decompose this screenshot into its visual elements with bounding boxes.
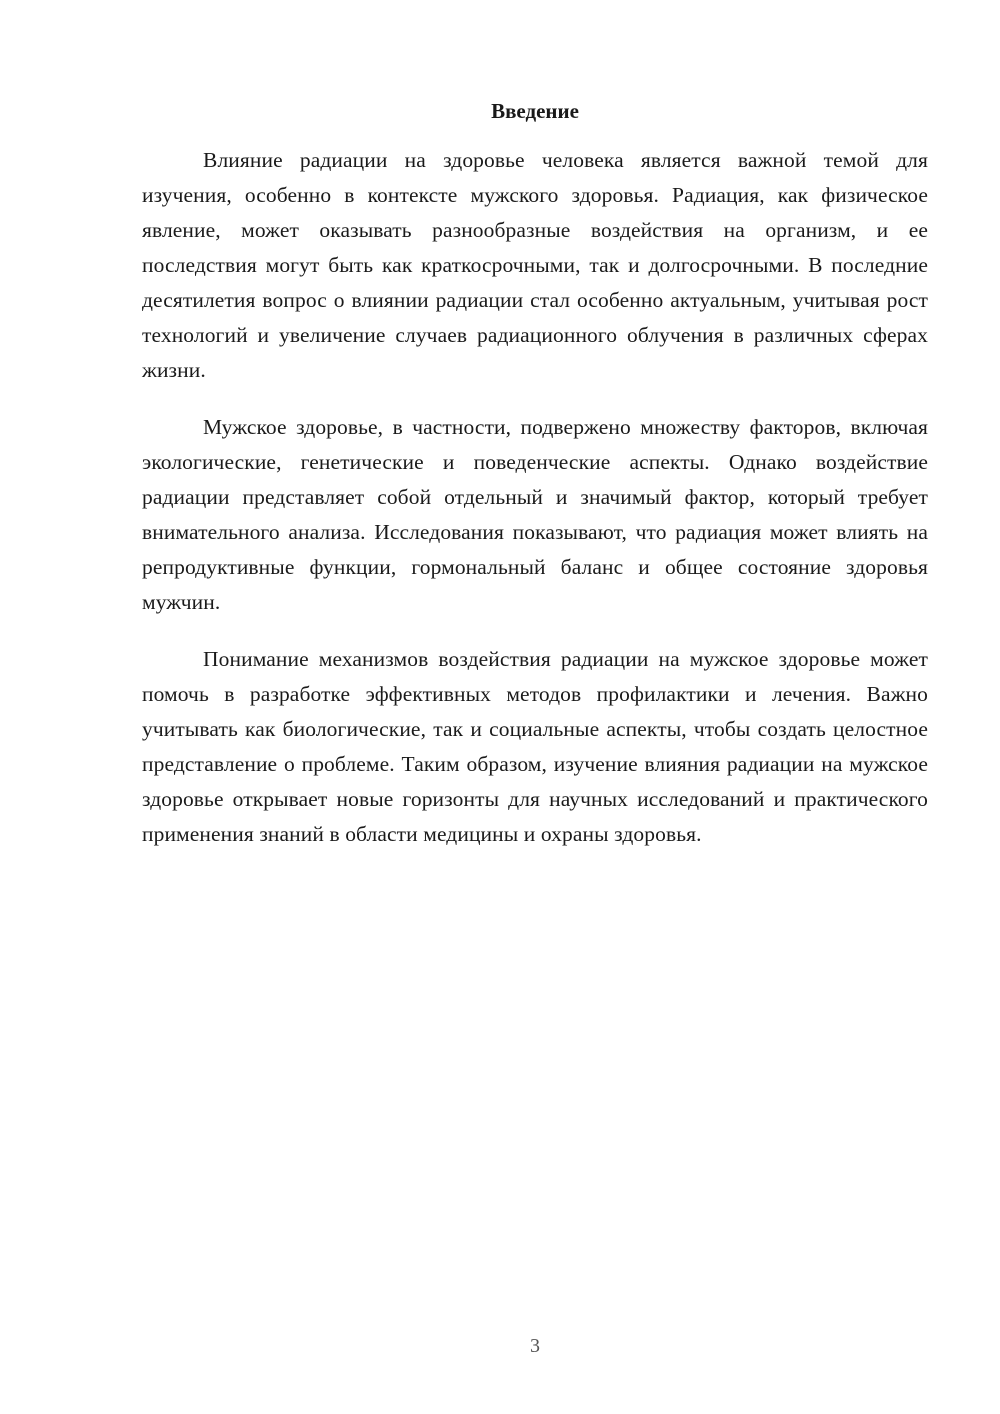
- paragraph-1: Влияние радиации на здоровье человека является важной темой для изучения, особенно в контексте мужского здоровья. Радиация, как физическое явление, может оказывать разнообразные воздействия на организм, и ее последствия могут быть как краткосрочными, так и долгосрочными. В последние десятилетия вопрос о влиянии радиации стал особенно актуальным, учитывая рост технологий и увеличение случаев радиационного облучения в различных сферах жизни.: [142, 148, 928, 382]
- body-text: [142, 143, 928, 874]
- paragraph-3: Понимание механизмов воздействия радиации на мужское здоровье может помочь в разработке эффективных методов профилактики и лечения. Важно учитывать как биологические, так и социальные аспекты, чтобы создать целостное представление о проблеме. Таким образом, изучение влияния радиации на мужское здоровье открывает новые горизонты для научных исследований и практического применения знаний в области медицины и охраны здоровья.: [142, 647, 928, 846]
- page-number: 3: [530, 1335, 540, 1357]
- paragraph-2: Мужское здоровье, в частности, подвержено множеству факторов, включая экологические, генетические и поведенческие аспекты. Однако воздействие радиации представляет собой отдельный и значимый фактор, который требует внимательного анализа. Исследования показывают, что радиация может влиять на репродуктивные функции, гормональный баланс и общее состояние здоровья мужчин.: [142, 415, 928, 614]
- section-heading: Введение: [491, 99, 579, 123]
